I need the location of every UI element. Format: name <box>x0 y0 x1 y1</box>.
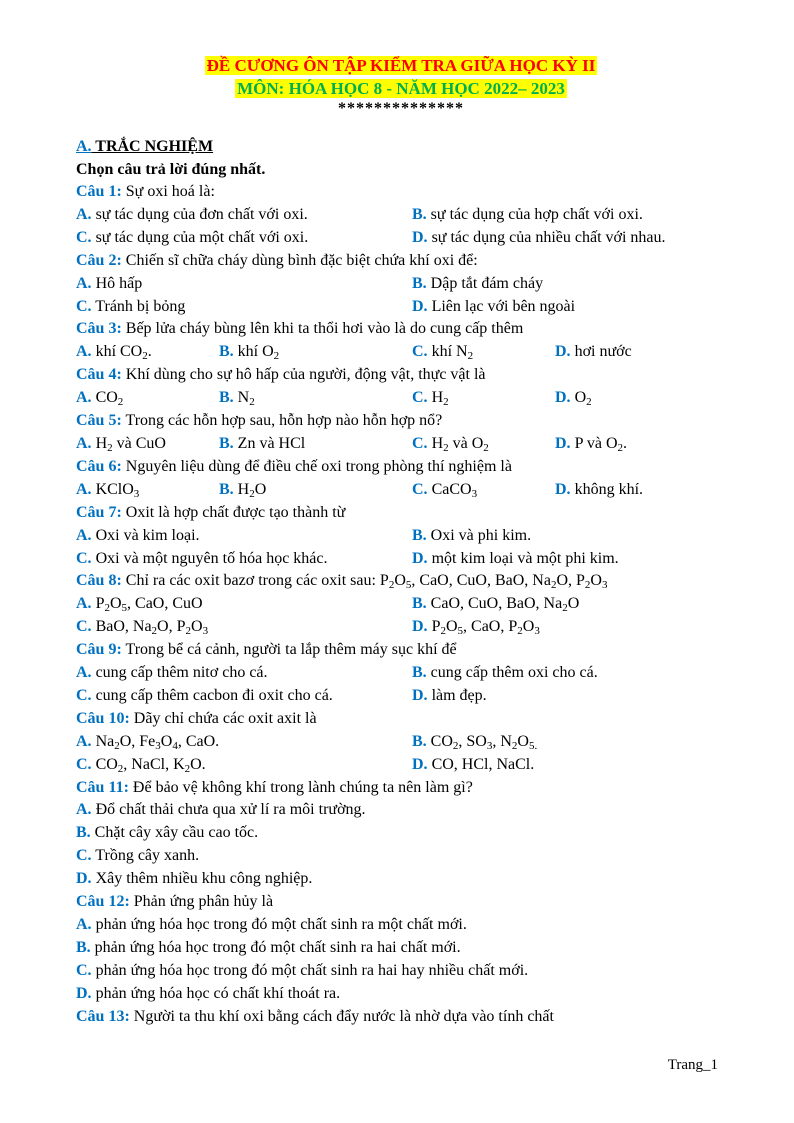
answer-option <box>412 204 643 227</box>
question-text: Dãy chỉ chứa các oxit axit là <box>129 709 317 727</box>
question-stem <box>76 891 726 914</box>
option-label: D. <box>412 755 428 773</box>
option-label: A. <box>76 595 92 613</box>
question-number: Câu 10: <box>76 709 130 727</box>
answer-option <box>555 433 627 456</box>
answer-option <box>412 341 555 364</box>
option-label: B. <box>412 732 427 750</box>
question-stem <box>76 181 726 204</box>
question-stem <box>76 410 726 433</box>
option-text: Xây thêm nhiều khu công nghiệp. <box>91 870 313 888</box>
option-text: khí $N_2$ <box>427 343 474 363</box>
answer-option <box>76 845 726 868</box>
option-text: hơi nước <box>570 343 632 361</box>
option-label: C. <box>76 755 92 773</box>
option-text: sự tác dụng của một chất với oxi. <box>91 228 309 246</box>
question-stem <box>76 777 726 800</box>
option-text: sự tác dụng của nhiều chất với nhau. <box>427 228 666 246</box>
option-label: D. <box>412 228 428 246</box>
answer-option <box>76 204 412 227</box>
option-label: D. <box>76 984 92 1002</box>
question-number: Câu 11: <box>76 778 129 796</box>
option-text: phản ứng hóa học trong đó một chất sinh ra hai hay nhiều chất mới. <box>91 961 529 979</box>
option-label: D. <box>412 686 428 704</box>
answer-option <box>76 731 412 754</box>
option-label: A. <box>76 732 92 750</box>
option-text: BaO, $Na_2O$, $P_2O_3$ <box>91 618 209 638</box>
question-stem <box>76 1006 726 1029</box>
option-text: làm đẹp. <box>427 686 487 704</box>
section-letter: A. <box>76 138 92 155</box>
options-row <box>76 387 726 410</box>
option-label: D. <box>412 618 428 636</box>
option-label: A. <box>76 343 92 361</box>
option-text: sự tác dụng của đơn chất với oxi. <box>91 205 308 223</box>
answer-option <box>76 685 412 708</box>
answer-option <box>412 685 487 708</box>
answer-option <box>76 662 412 685</box>
option-text: $N_2$ <box>233 389 255 409</box>
option-text: sự tác dụng của hợp chất với oxi. <box>426 205 643 223</box>
answer-option <box>219 387 412 410</box>
option-text: Zn và HCl <box>233 434 306 452</box>
option-text: không khí. <box>570 480 644 498</box>
option-label: A. <box>76 801 92 819</box>
options-row <box>76 616 726 639</box>
answer-option <box>219 479 412 502</box>
option-label: A. <box>76 274 92 292</box>
option-text: cung cấp thêm cacbon đi oxit cho cá. <box>91 686 333 704</box>
question-text: Để bảo vệ không khí trong lành chúng ta nên làm gì? <box>128 778 473 796</box>
option-label: C. <box>76 961 92 979</box>
answer-option <box>555 479 643 502</box>
question-stem <box>76 250 726 273</box>
answer-option <box>555 387 592 410</box>
answer-option <box>412 662 598 685</box>
option-text: phản ứng hóa học trong đó một chất sinh ra hai chất mới. <box>90 938 461 956</box>
option-text: Hô hấp <box>91 274 143 292</box>
document-page <box>76 54 726 1029</box>
question-text: Oxit là hợp chất được tạo thành từ <box>121 503 346 521</box>
answer-option <box>76 387 219 410</box>
option-label: B. <box>412 274 427 292</box>
option-label: B. <box>76 938 91 956</box>
answer-option <box>412 593 579 616</box>
answer-option <box>412 525 531 548</box>
option-text: $CO_2$ <box>91 389 124 409</box>
question-number: Câu 1: <box>76 183 122 200</box>
answer-option <box>76 433 219 456</box>
options-row <box>76 754 726 777</box>
option-label: C. <box>412 343 428 361</box>
question-number: Câu 12: <box>76 893 130 911</box>
option-text: $Na_2O$, $Fe_3O_4$, CaO. <box>91 732 220 752</box>
option-label: B. <box>412 205 427 223</box>
answer-option <box>76 799 726 822</box>
option-text: $CO_2$, $SO_3$, $N_2O_{5.}$ <box>426 732 538 752</box>
question-number: Câu 13: <box>76 1007 130 1025</box>
title-line-2: MÔN: HÓA HỌC 8 - NĂM HỌC 2022– 2023 <box>237 79 565 98</box>
option-label: C. <box>76 297 92 315</box>
answer-option <box>555 341 632 364</box>
answer-option <box>76 868 726 891</box>
option-text: Tránh bị bỏng <box>91 297 186 315</box>
option-text: một kim loại và một phi kim. <box>427 549 619 567</box>
answer-option <box>412 273 543 296</box>
option-text: $O_2$ <box>570 389 592 409</box>
option-label: C. <box>76 549 92 567</box>
answer-option <box>76 960 726 983</box>
answer-option <box>76 616 412 639</box>
answer-option <box>76 822 726 845</box>
option-label: C. <box>76 686 92 704</box>
question-number: Câu 4: <box>76 366 122 384</box>
options-row <box>76 593 726 616</box>
option-label: B. <box>412 595 427 613</box>
option-label: C. <box>412 389 428 407</box>
header-title-1 <box>76 54 726 77</box>
option-label: D. <box>555 480 571 498</box>
answer-option <box>76 754 412 777</box>
question-text: Sự oxi hoá là: <box>121 183 215 200</box>
option-text: Đổ chất thải chưa qua xử lí ra môi trường. <box>91 801 366 819</box>
option-label: D. <box>412 297 428 315</box>
options-row <box>76 433 726 456</box>
answer-option <box>76 937 726 960</box>
question-stem <box>76 570 726 593</box>
section-heading <box>76 136 726 158</box>
option-text: $P_2O_5$, CaO, CuO <box>91 595 203 615</box>
option-label: A. <box>76 526 92 544</box>
answer-option <box>219 433 412 456</box>
question-text: Phản ứng phân hủy là <box>129 893 274 911</box>
options-row <box>76 685 726 708</box>
section-title: TRẮC NGHIỆM <box>91 138 214 155</box>
options-row <box>76 341 726 364</box>
option-text: Liên lạc với bên ngoài <box>427 297 576 315</box>
answer-option <box>412 616 540 639</box>
option-text: khí $CO_2$. <box>91 343 152 363</box>
option-label: B. <box>219 343 234 361</box>
option-text: cung cấp thêm nitơ cho cá. <box>91 664 268 682</box>
option-text: $H_2O$ <box>233 480 267 500</box>
option-label: C. <box>76 618 92 636</box>
question-list <box>76 181 726 1029</box>
question-text: Bếp lửa cháy bùng lên khi ta thổi hơi vào là do cung cấp thêm <box>121 320 524 338</box>
answer-option <box>76 548 412 571</box>
answer-option <box>76 273 412 296</box>
option-label: B. <box>76 824 91 842</box>
option-label: B. <box>219 434 234 452</box>
question-number: Câu 7: <box>76 503 122 521</box>
header-title-2 <box>76 77 726 100</box>
answer-option <box>412 479 555 502</box>
question-stem <box>76 364 726 387</box>
answer-option <box>412 387 555 410</box>
option-text: Oxi và kim loại. <box>91 526 200 544</box>
option-text: Oxi và phi kim. <box>426 526 532 544</box>
option-label: D. <box>412 549 428 567</box>
option-label: A. <box>76 389 92 407</box>
answer-option <box>76 593 412 616</box>
options-row <box>76 204 726 227</box>
question-text: Chiến sĩ chữa cháy dùng bình đặc biệt chứa khí oxi để: <box>121 251 478 269</box>
question-stem <box>76 318 726 341</box>
answer-option <box>76 227 412 250</box>
option-label: A. <box>76 434 92 452</box>
answer-option <box>412 296 575 319</box>
option-text: CaO, CuO, BaO, $Na_2O$ <box>426 595 580 615</box>
option-label: B. <box>219 480 234 498</box>
question-number: Câu 2: <box>76 251 122 269</box>
option-text: Dập tắt đám cháy <box>426 274 544 292</box>
option-text: Oxi và một nguyên tố hóa học khác. <box>91 549 328 567</box>
answer-option <box>412 227 666 250</box>
option-text: phản ứng hóa học trong đó một chất sinh ra một chất mới. <box>91 916 467 933</box>
option-label: D. <box>555 389 571 407</box>
option-label: A. <box>76 916 92 933</box>
instruction: Chọn câu trả lời đúng nhất. <box>76 161 266 178</box>
option-label: B. <box>219 389 234 407</box>
options-row <box>76 273 726 296</box>
option-label: C. <box>76 847 92 865</box>
options-row <box>76 227 726 250</box>
question-text: Nguyên liệu dùng để điều chế oxi trong phòng thí nghiệm là <box>121 457 512 475</box>
options-row <box>76 731 726 754</box>
option-text: P và $O_2$. <box>570 434 628 454</box>
option-text: Trồng cây xanh. <box>91 847 200 865</box>
options-row <box>76 548 726 571</box>
question-number: Câu 8: <box>76 572 122 590</box>
answer-option <box>412 754 534 777</box>
options-row <box>76 296 726 319</box>
answer-option <box>412 548 619 571</box>
option-text: $CO_2$, NaCl, $K_2O$. <box>91 755 206 775</box>
option-label: A. <box>76 664 92 682</box>
answer-option <box>76 983 726 1006</box>
question-stem <box>76 456 726 479</box>
question-stem <box>76 502 726 525</box>
option-label: C. <box>76 228 92 246</box>
answer-option <box>412 731 537 754</box>
option-text: cung cấp thêm oxi cho cá. <box>426 664 598 682</box>
answer-option <box>412 433 555 456</box>
option-label: A. <box>76 480 92 498</box>
option-text: Chặt cây xây cầu cao tốc. <box>90 824 259 842</box>
options-row <box>76 479 726 502</box>
option-label: B. <box>412 526 427 544</box>
option-text: khí $O_2$ <box>233 343 280 363</box>
answer-option <box>76 296 412 319</box>
option-label: C. <box>412 480 428 498</box>
option-text: $H_2$ <box>427 389 449 409</box>
header-stars: ************** <box>338 100 464 117</box>
page-number: Trang_1 <box>667 1057 718 1073</box>
question-number: Câu 9: <box>76 641 122 659</box>
answer-option <box>76 479 219 502</box>
question-stem <box>76 708 726 731</box>
option-label: B. <box>412 664 427 682</box>
option-text: KClO$_3$ <box>91 480 140 500</box>
option-text: $H_2$ và $O_2$ <box>427 434 489 454</box>
answer-option <box>76 525 412 548</box>
title-line-1: ĐỀ CƯƠNG ÔN TẬP KIỂM TRA GIỮA HỌC KỲ II <box>206 56 596 75</box>
question-text: Trong bể cá cảnh, người ta lắp thêm máy sục khí để <box>121 641 457 659</box>
options-row <box>76 525 726 548</box>
answer-option <box>76 341 219 364</box>
question-number: Câu 3: <box>76 320 122 338</box>
option-text: phản ứng hóa học có chất khí thoát ra. <box>91 984 341 1002</box>
option-label: D. <box>555 434 571 452</box>
question-text: Trong các hỗn hợp sau, hỗn hợp nào hỗn hợp nổ? <box>121 412 443 430</box>
question-text: Người ta thu khí oxi bằng cách đẩy nước là nhờ dựa vào tính chất <box>129 1007 554 1025</box>
option-label: A. <box>76 205 92 223</box>
answer-option <box>219 341 412 364</box>
question-number: Câu 6: <box>76 457 122 475</box>
option-label: C. <box>412 434 428 452</box>
option-text: CO, HCl, NaCl. <box>427 755 535 773</box>
option-text: CaCO$_3$ <box>427 480 478 500</box>
options-row <box>76 662 726 685</box>
option-label: D. <box>555 343 571 361</box>
question-stem <box>76 639 726 662</box>
option-label: D. <box>76 870 92 888</box>
answer-option <box>76 914 726 937</box>
question-text: Khí dùng cho sự hô hấp của người, động vật, thực vật là <box>121 366 486 384</box>
question-number: Câu 5: <box>76 412 122 430</box>
option-text: $P_2O_5$, CaO, $P_2O_3$ <box>427 618 540 638</box>
option-text: $H_2$ và CuO <box>91 434 166 454</box>
question-text: Chỉ ra các oxit bazơ trong các oxit sau: $P_2O_5$, CaO, CuO, BaO, $Na_2O$, $P_2O_3$ <box>121 572 608 592</box>
